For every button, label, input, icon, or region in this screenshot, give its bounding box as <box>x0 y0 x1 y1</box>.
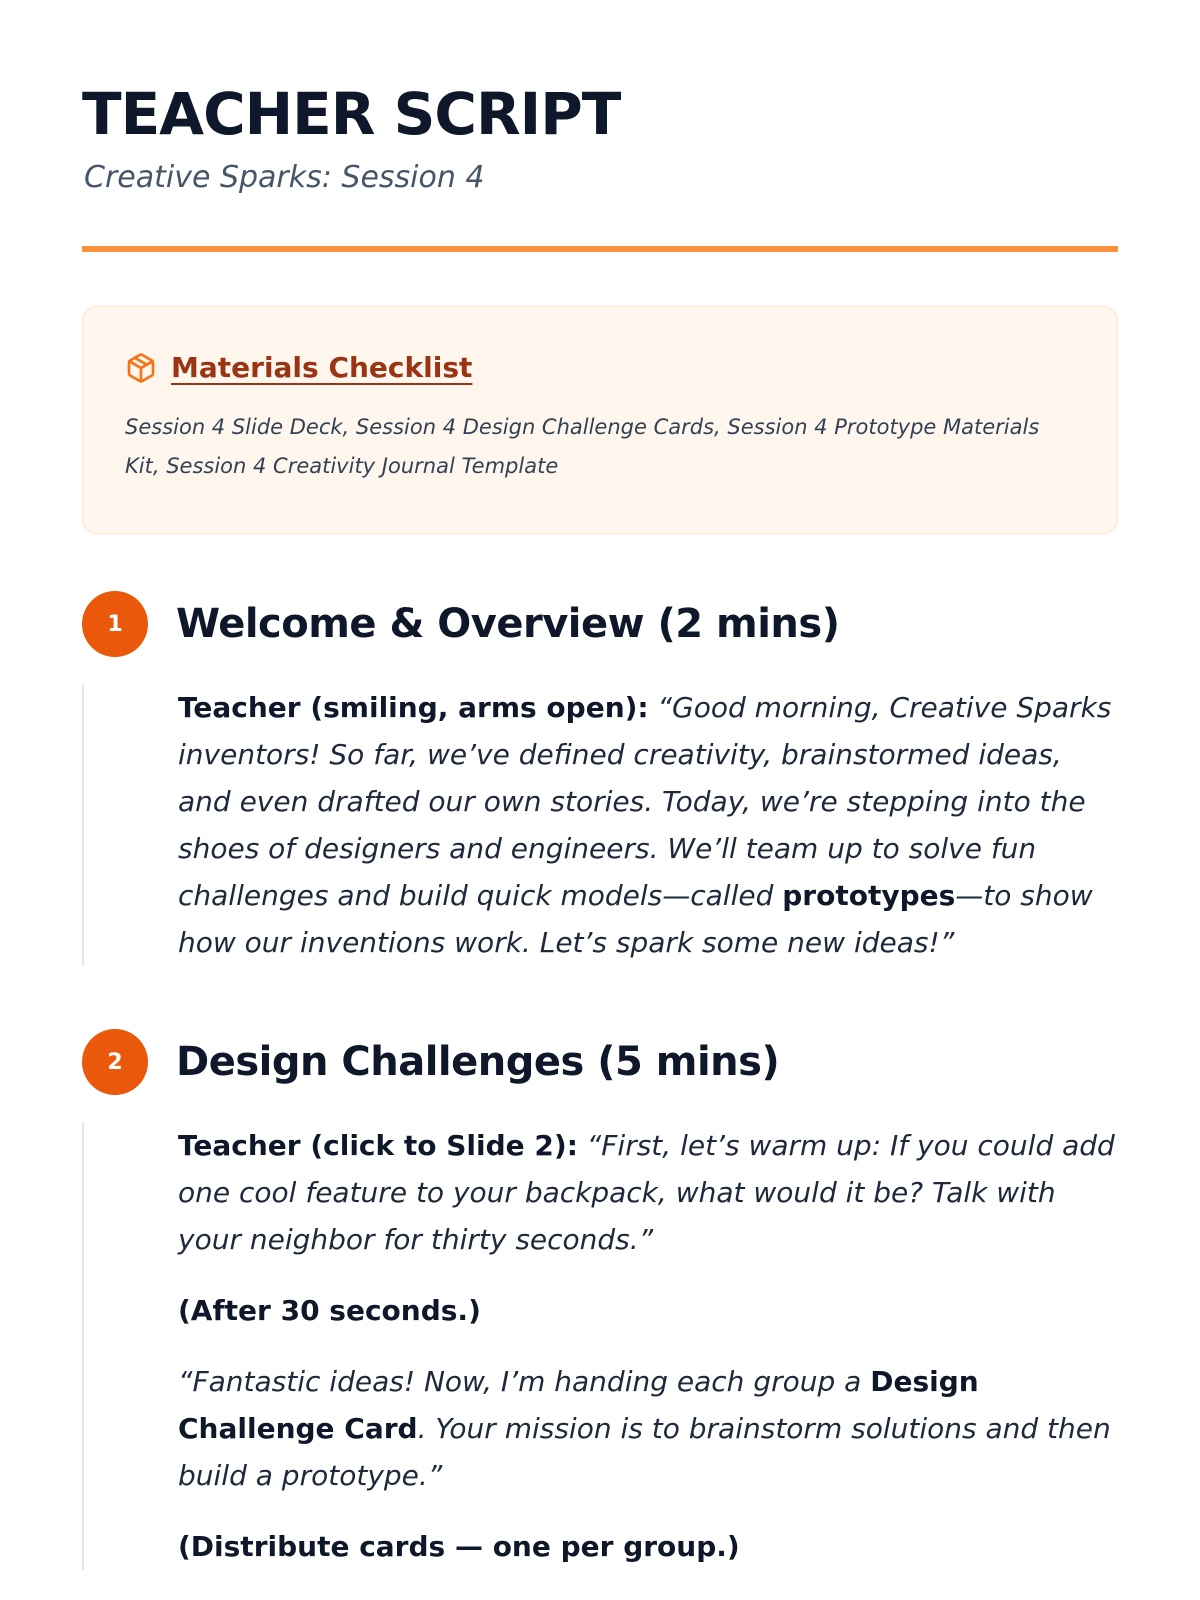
section-design-challenges <box>82 1028 1118 1570</box>
section-welcome-overview <box>82 590 1118 966</box>
section-number-badge: 2 <box>82 1029 148 1095</box>
section-title: Design Challenges (5 mins) <box>176 1039 780 1085</box>
stage-direction: (After 30 seconds.) <box>178 1294 481 1327</box>
page-subtitle: Creative Sparks: Session 4 <box>84 160 485 195</box>
section-body <box>82 684 1118 966</box>
header-divider <box>82 246 1118 252</box>
materials-checklist-title[interactable]: Materials Checklist <box>171 351 473 384</box>
script-paragraph <box>178 684 1118 966</box>
section-number-badge: 1 <box>82 591 148 657</box>
quote-text: —to show how our inventions work. Let’s spark some new ideas!” <box>178 879 1093 959</box>
package-icon <box>125 352 157 384</box>
stage-direction: (Distribute cards — one per group.) <box>178 1530 740 1563</box>
section-body <box>82 1122 1118 1570</box>
script-paragraph <box>178 1122 1118 1263</box>
script-quote <box>178 1365 1111 1492</box>
script-quote: “First, let’s warm up: If you could add one cool feature to your backpack, what would it be? Talk with your neighbor for thirty seconds.” <box>178 1129 1115 1256</box>
materials-checklist-card <box>82 306 1118 534</box>
key-term: prototypes <box>782 879 956 912</box>
speaker-cue: Teacher (smiling, arms open): <box>178 691 649 724</box>
materials-header <box>125 351 1075 384</box>
materials-list: Session 4 Slide Deck, Session 4 Design Challenge Cards, Session 4 Prototype Materials Kit, Session 4 Creativity Journal Template <box>125 415 1040 478</box>
section-header <box>82 590 1118 658</box>
section-title: Welcome & Overview (2 mins) <box>176 601 840 647</box>
quote-text: “Good morning, Creative Sparks inventors! So far, we’ve defined creativity, brainstormed ideas, and even drafted our own stories. Today, we’re stepping into the shoes of designers and engineers. We’ll team up to solve fun challenges and build quick models—called <box>178 691 1112 912</box>
speaker-cue: Teacher (click to Slide 2): <box>178 1129 578 1162</box>
quote-text: . Your mission is to brainstorm solutions and then build a prototype.” <box>178 1412 1111 1492</box>
key-term: Design Challenge Card <box>178 1365 979 1445</box>
section-header <box>82 1028 1118 1096</box>
quote-text: “Fantastic ideas! Now, I’m handing each group a <box>178 1365 871 1398</box>
script-paragraph <box>178 1358 1118 1499</box>
page-title: TEACHER SCRIPT <box>82 80 621 148</box>
script-quote <box>178 691 1111 959</box>
